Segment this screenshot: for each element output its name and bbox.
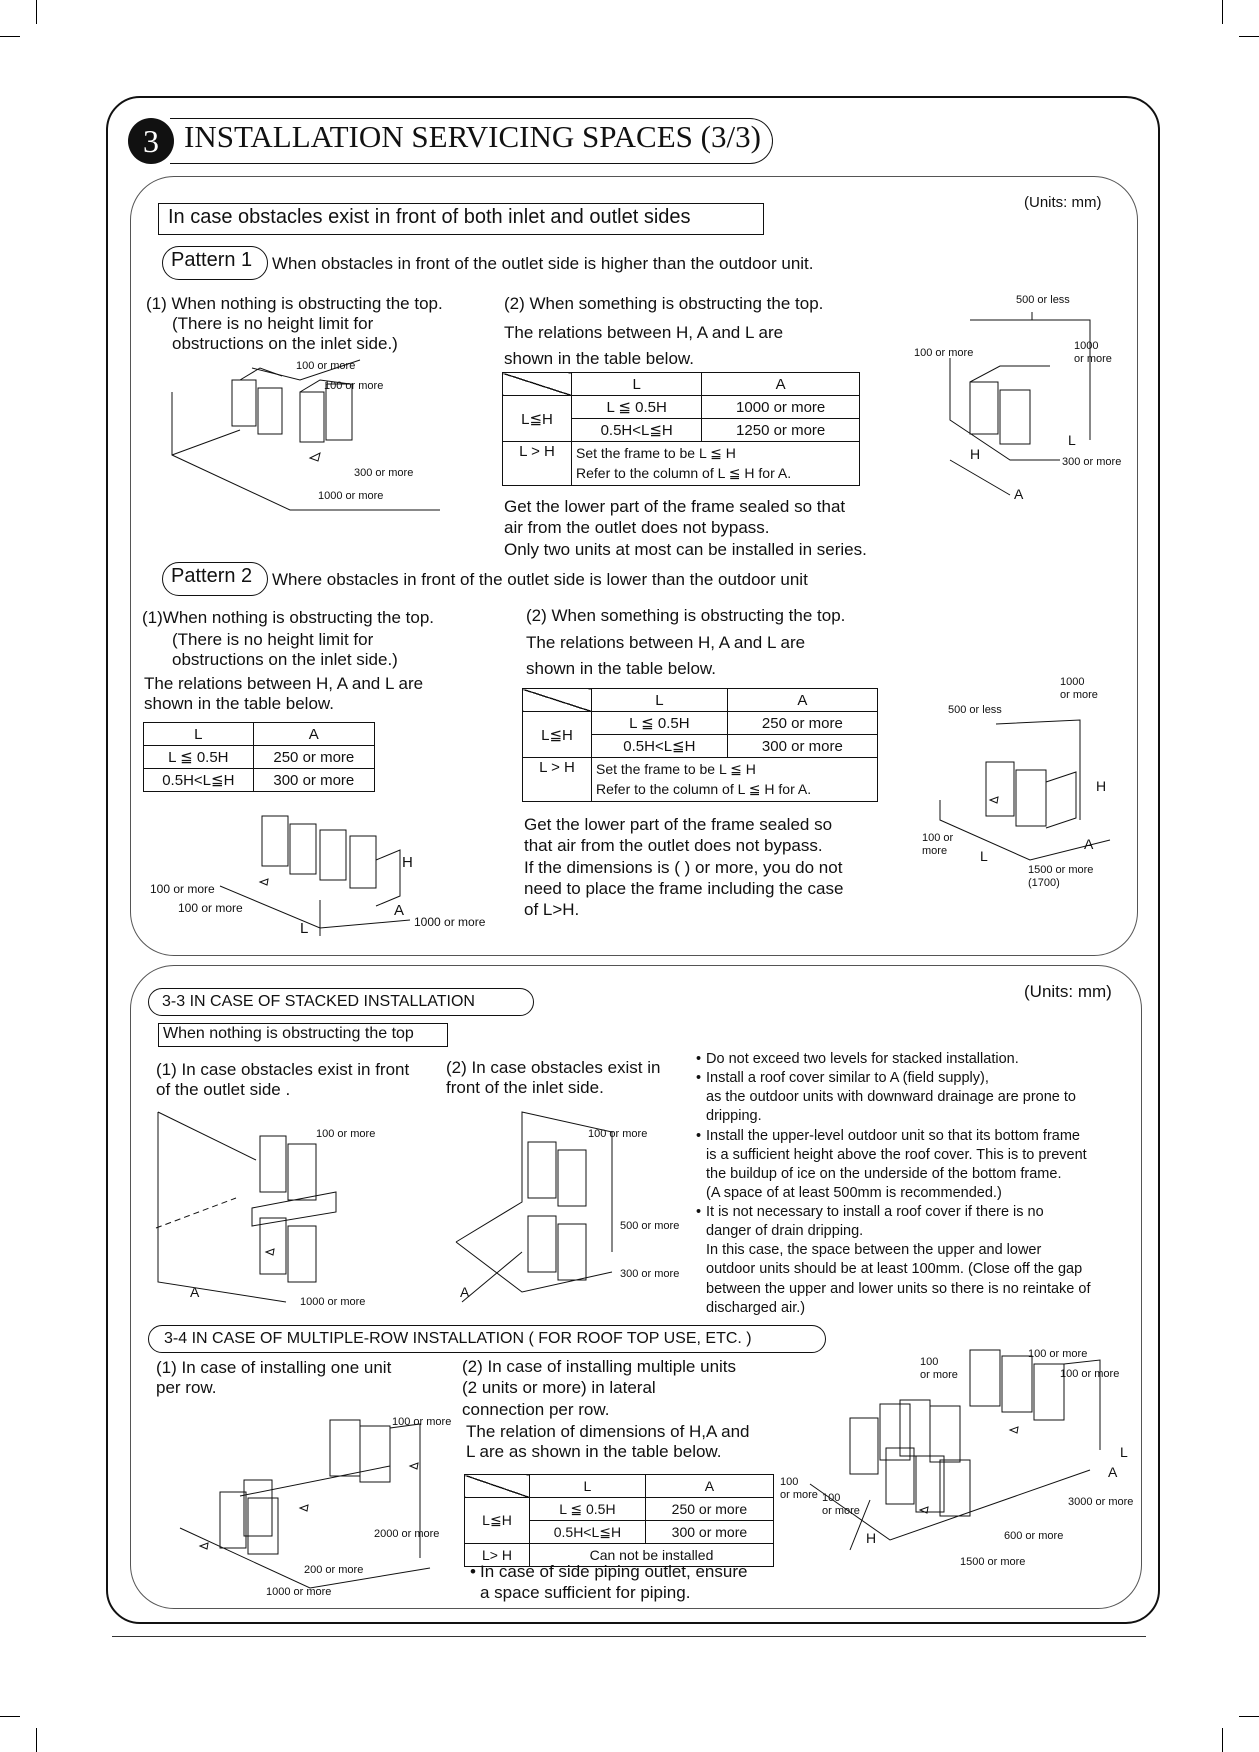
cell: 1250 or more bbox=[702, 419, 860, 442]
bullet-text: Do not exceed two levels for stacked installation. bbox=[706, 1051, 1019, 1067]
s34-intro: The relation of dimensions of H,A and L are as shown in the table below. bbox=[466, 1422, 750, 1462]
crop-mark bbox=[0, 1716, 20, 1717]
cell: Set the frame to be L ≦ H Refer to the column of L ≦ H for A. bbox=[592, 758, 878, 802]
bullet-item: • Install a roof cover similar to A (field supply), as the outdoor units with downward drainage are prone to dripping. bbox=[696, 1070, 1076, 1125]
p2-fig1-h: H bbox=[402, 854, 413, 871]
p1-case2-title: (2) When something is obstructing the top. bbox=[504, 294, 824, 313]
cell: 300 or more bbox=[253, 769, 374, 792]
cell: 0.5H<L≦H bbox=[572, 419, 702, 442]
p1-fig2-l: L bbox=[1068, 432, 1076, 448]
p2-fig2-l: L bbox=[980, 848, 988, 864]
panel1-heading: In case obstacles exist in front of both inlet and outlet sides bbox=[168, 206, 691, 228]
s34-table bbox=[464, 1474, 774, 1567]
p2-fig1-dim-2: 100 or more bbox=[178, 901, 243, 915]
crop-mark bbox=[36, 1728, 37, 1752]
cell: 0.5H<L≦H bbox=[592, 735, 728, 758]
bullet-text: Install the upper-level outdoor unit so that its bottom frame is a sufficient height above the roof cover. This is to prevent the buildup of ice on the underside of the bottom frame. (A space of at least 500mm is recommended.) bbox=[706, 1127, 1087, 1201]
crop-mark bbox=[0, 36, 20, 37]
cell: L> H bbox=[465, 1544, 530, 1567]
p1-case1-note: (There is no height limit for obstructions on the inlet side.) bbox=[172, 314, 398, 354]
crop-mark bbox=[1239, 1716, 1259, 1717]
s34-fig2-dim-6: 100 or more bbox=[822, 1492, 860, 1517]
p2-fig1-dim-3: 1000 or more bbox=[414, 915, 486, 929]
p2-fig2-dim-3: 100 or more bbox=[922, 832, 954, 857]
s33-fig2-dim-3: 300 or more bbox=[620, 1268, 680, 1280]
cell: 0.5H<L≦H bbox=[530, 1521, 646, 1544]
bullet-item: • Do not exceed two levels for stacked installation. bbox=[696, 1051, 1019, 1067]
s34-fig2-a: A bbox=[1108, 1464, 1118, 1480]
s34-fig1-dim-4: 1000 or more bbox=[266, 1586, 332, 1598]
col-l: L bbox=[592, 689, 728, 712]
s33-bullet-list bbox=[696, 1050, 1146, 1318]
s33-fig1-drawing bbox=[156, 1112, 406, 1302]
s34-fig2-dim-2: 100 or more bbox=[1028, 1348, 1088, 1360]
s33-fig1-dim-1: 100 or more bbox=[316, 1128, 376, 1140]
crop-mark bbox=[1222, 1728, 1223, 1752]
col-l: L bbox=[530, 1475, 646, 1498]
p1-fig2-dim-3: 100 or more bbox=[914, 347, 974, 359]
p2-fig1-a: A bbox=[394, 902, 405, 919]
s33-title: 3-3 IN CASE OF STACKED INSTALLATION bbox=[162, 993, 475, 1010]
p2-footer: Get the lower part of the frame sealed so that air from the outlet does not bypass. If the dimensions is ( ) or more, you do not need to place the frame including the case of L>H. bbox=[524, 815, 844, 919]
p1-fig1-dim-2: 100 or more bbox=[324, 380, 384, 392]
pattern1-label: Pattern 1 bbox=[171, 249, 253, 271]
col-a: A bbox=[727, 689, 877, 712]
crop-mark bbox=[1222, 0, 1223, 24]
row-group: L≦H bbox=[523, 712, 592, 758]
s34-fig2-dim-8: 1500 or more bbox=[960, 1556, 1026, 1568]
p2-small-table bbox=[143, 722, 375, 792]
p1-case2-intro: The relations between H, A and L are shown in the table below. bbox=[504, 323, 784, 368]
s34-title: 3-4 IN CASE OF MULTIPLE-ROW INSTALLATION ( FOR ROOF TOP USE, ETC. ) bbox=[164, 1330, 752, 1347]
s34-fig2-dim-4: 3000 or more bbox=[1068, 1496, 1134, 1508]
s33-case2: (2) In case obstacles exist in front of the inlet side. bbox=[446, 1058, 661, 1098]
p1-fig1-dim-1: 100 or more bbox=[296, 360, 356, 372]
bullet-text: Install a roof cover similar to A (field supply), as the outdoor units with downward drainage are prone to dripping. bbox=[706, 1070, 1076, 1125]
pattern1-desc: When obstacles in front of the outlet side is higher than the outdoor unit. bbox=[272, 254, 814, 273]
s33-fig2-a: A bbox=[460, 1284, 470, 1300]
p1-fig2-drawing bbox=[930, 300, 1130, 500]
bottom-rule bbox=[112, 1636, 1146, 1637]
s34-fig1-dim-1: 100 or more bbox=[392, 1416, 452, 1428]
col-l: L bbox=[144, 723, 254, 746]
p1-fig1-drawing bbox=[160, 360, 440, 510]
crop-mark bbox=[36, 0, 37, 24]
pattern2-desc: Where obstacles in front of the outlet side is lower than the outdoor unit bbox=[272, 570, 808, 589]
s33-fig1-a: A bbox=[190, 1284, 200, 1300]
p1-fig2-h: H bbox=[970, 446, 981, 462]
units-label: (Units: mm) bbox=[1024, 194, 1102, 211]
p2-case2-intro: The relations between H, A and L are shown in the table below. bbox=[526, 633, 806, 678]
s34-fig2-dim-5: 100 or more bbox=[780, 1476, 818, 1501]
p2-case1-title: (1)When nothing is obstructing the top. bbox=[142, 608, 434, 627]
p2-case2-title: (2) When something is obstructing the top. bbox=[526, 606, 846, 625]
p2-table bbox=[522, 688, 878, 802]
cell: L ≦ 0.5H bbox=[572, 396, 702, 419]
cell: 250 or more bbox=[727, 712, 877, 735]
p1-case1-title: (1) When nothing is obstructing the top. bbox=[146, 294, 443, 313]
cell: 300 or more bbox=[727, 735, 877, 758]
section-number-badge: 3 bbox=[128, 118, 174, 164]
s33-fig2-dim-1: 100 or more bbox=[588, 1128, 648, 1140]
s34-fig2-h: H bbox=[866, 1530, 877, 1546]
p1-fig2-dim-4: 300 or more bbox=[1062, 456, 1122, 468]
bullet-item: • Install the upper-level outdoor unit so that its bottom frame is a sufficient height above the roof cover. This is to prevent the buildup of ice on the underside of the bottom frame. (A space of at least 500mm is recommended.) bbox=[696, 1127, 1087, 1201]
s34-note: • In case of side piping outlet, ensure a space sufficient for piping. bbox=[470, 1562, 748, 1602]
p2-fig1-l: L bbox=[300, 920, 309, 937]
p1-fig1-dim-3: 300 or more bbox=[354, 467, 414, 479]
p2-fig1-drawing bbox=[200, 810, 430, 940]
cell: 250 or more bbox=[253, 746, 374, 769]
pattern2-label: Pattern 2 bbox=[171, 565, 253, 587]
s34-fig1-dim-2: 2000 or more bbox=[374, 1528, 440, 1540]
p1-fig2-dim-1: 500 or less bbox=[1016, 294, 1070, 306]
cell: 1000 or more bbox=[702, 396, 860, 419]
cell: L ≦ 0.5H bbox=[530, 1498, 646, 1521]
col-a: A bbox=[645, 1475, 773, 1498]
s33-sub: When nothing is obstructing the top bbox=[163, 1025, 414, 1042]
cell: Set the frame to be L ≦ H Refer to the column of L ≦ H for A. bbox=[572, 442, 860, 486]
row-group: L≦H bbox=[465, 1498, 530, 1544]
cell: L ≦ 0.5H bbox=[144, 746, 254, 769]
col-a: A bbox=[253, 723, 374, 746]
s34-case2: (2) In case of installing multiple units (2 units or more) in lateral connection per row. bbox=[462, 1357, 737, 1419]
p2-fig1-dim-1: 100 or more bbox=[150, 882, 215, 896]
s34-fig2-dim-1: 100 or more bbox=[920, 1356, 958, 1381]
p2-case1-intro: The relations between H, A and L are shown in the table below. bbox=[144, 674, 424, 714]
s34-note-text: In case of side piping outlet, ensure a space sufficient for piping. bbox=[480, 1562, 748, 1602]
p1-table bbox=[502, 372, 860, 486]
p2-fig2-dim-2: 500 or less bbox=[948, 704, 1002, 716]
s34-fig1-dim-3: 200 or more bbox=[304, 1564, 364, 1576]
crop-mark bbox=[1239, 36, 1259, 37]
row-group: L≦H bbox=[503, 396, 572, 442]
s34-case1: (1) In case of installing one unit per row. bbox=[156, 1358, 392, 1398]
p1-fig2-a: A bbox=[1014, 486, 1024, 502]
bullet-text: It is not necessary to install a roof cover if there is no danger of drain dripping. In this case, the space between the upper and lower outdoor units should be at least 100mm. (Close off the gap between the upper and lower units so there is no reintake of discharged air.) bbox=[706, 1204, 1091, 1316]
col-a: A bbox=[702, 373, 860, 396]
cell: 250 or more bbox=[645, 1498, 773, 1521]
cell: 300 or more bbox=[645, 1521, 773, 1544]
cell: 0.5H<L≦H bbox=[144, 769, 254, 792]
cell: L ≦ 0.5H bbox=[592, 712, 728, 735]
p1-fig1-dim-4: 1000 or more bbox=[318, 490, 384, 502]
p2-fig2-h: H bbox=[1096, 778, 1107, 794]
p2-case1-note: (There is no height limit for obstructions on the inlet side.) bbox=[172, 630, 398, 670]
cell: L > H bbox=[523, 758, 592, 802]
s33-fig1-dim-2: 1000 or more bbox=[300, 1296, 366, 1308]
p1-footer: Get the lower part of the frame sealed so that air from the outlet does not bypass. Only two units at most can be installed in series. bbox=[504, 497, 867, 559]
s33-case1: (1) In case obstacles exist in front of the outlet side . bbox=[156, 1060, 410, 1100]
s34-fig2-dim-7: 600 or more bbox=[1004, 1530, 1064, 1542]
bullet-item: • It is not necessary to install a roof cover if there is no danger of drain dripping. In this case, the space between the upper and lower outdoor units should be at least 100mm. (Close off the gap between the upper and lower units so there is no reintake of discharged air.) bbox=[696, 1204, 1091, 1316]
s33-fig2-dim-2: 500 or more bbox=[620, 1220, 680, 1232]
cell: Can not be installed bbox=[530, 1544, 774, 1567]
p2-fig2-dim-1: 1000 or more bbox=[1060, 676, 1098, 701]
s34-fig2-l: L bbox=[1120, 1444, 1128, 1460]
p2-fig2-a: A bbox=[1084, 836, 1094, 852]
p2-fig2-dim-4: 1500 or more (1700) bbox=[1028, 864, 1094, 889]
units-label: (Units: mm) bbox=[1024, 982, 1112, 1001]
cell: L > H bbox=[503, 442, 572, 486]
page-title: INSTALLATION SERVICING SPACES (3/3) bbox=[184, 119, 761, 154]
s34-fig2-dim-3: 100 or more bbox=[1060, 1368, 1120, 1380]
p1-fig2-dim-2: 1000 or more bbox=[1074, 340, 1112, 365]
col-l: L bbox=[572, 373, 702, 396]
